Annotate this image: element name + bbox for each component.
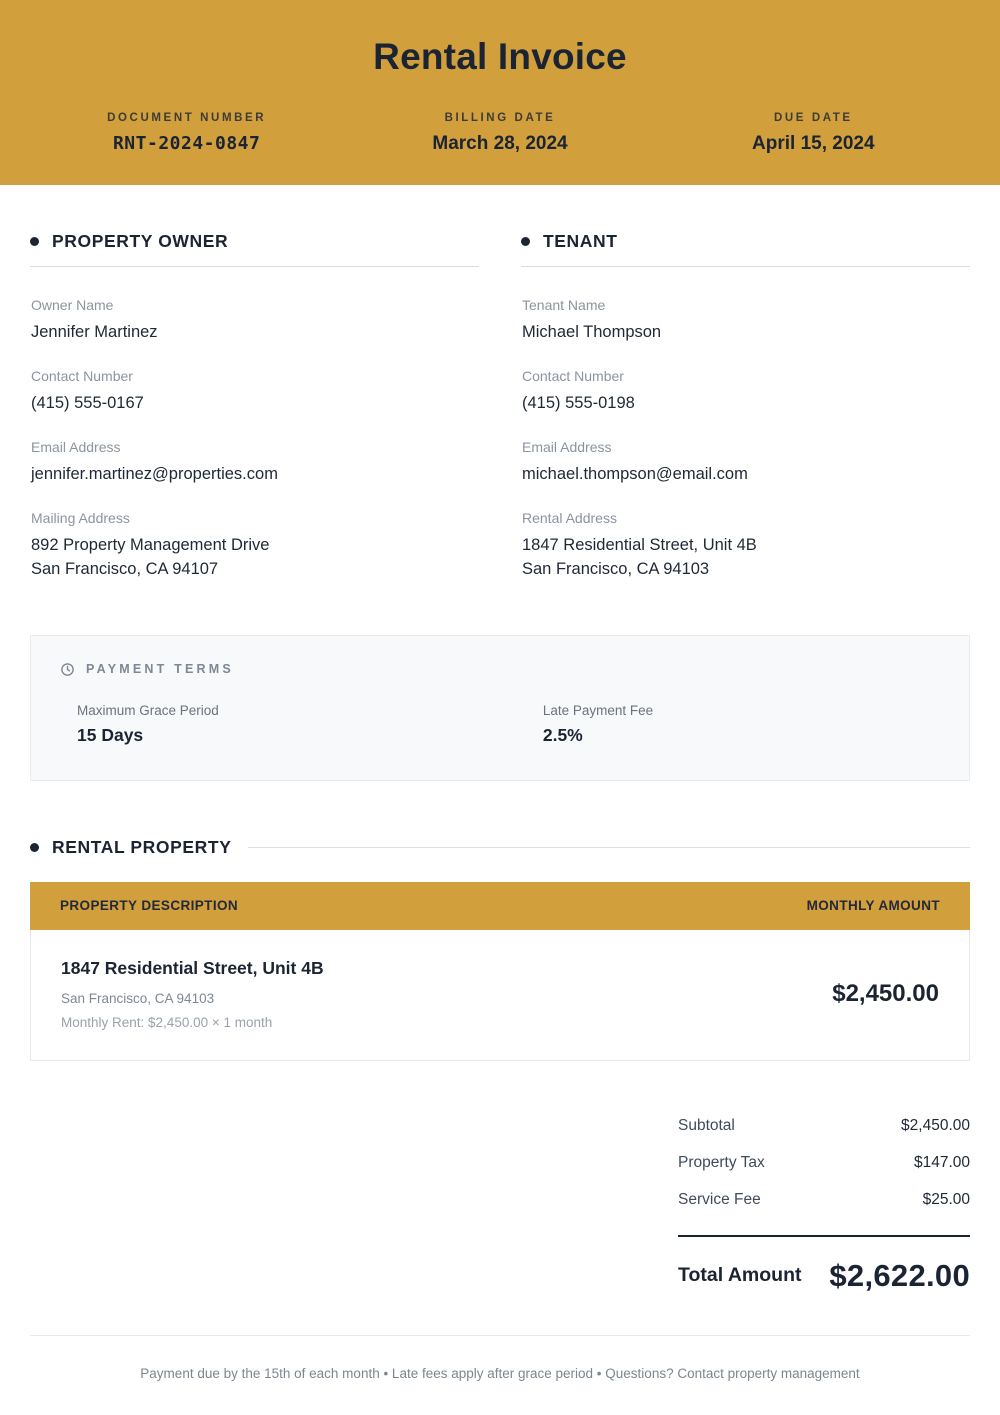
late-fee-value: 2.5% <box>542 724 583 745</box>
owner-name-field <box>31 297 479 345</box>
field-label: Email Address <box>522 438 612 455</box>
property-tax-row <box>678 1154 970 1172</box>
property-table-header <box>30 882 970 930</box>
rental-property-title: RENTAL PROPERTY <box>52 836 232 857</box>
invoice-header <box>0 0 1000 185</box>
field-value: jennifer.martinez@properties.com <box>31 464 278 483</box>
table-row <box>30 930 970 1061</box>
payment-terms-heading <box>60 662 924 677</box>
bullet-icon <box>30 237 39 246</box>
page-title: Rental Invoice <box>373 36 627 77</box>
subtotal-label: Subtotal <box>678 1116 735 1134</box>
tenant-heading <box>521 231 970 267</box>
tenant-email-field <box>522 439 970 487</box>
field-value: Jennifer Martinez <box>31 323 158 341</box>
field-label: Owner Name <box>31 297 114 313</box>
property-owner-column <box>30 231 479 605</box>
column-header-amount: MONTHLY AMOUNT <box>806 898 940 914</box>
rental-property-heading <box>30 837 970 858</box>
total-amount-row <box>678 1258 970 1294</box>
billing-date-block <box>343 112 656 155</box>
field-label: Contact Number <box>522 367 624 384</box>
grace-period-label: Maximum Grace Period <box>77 702 219 718</box>
header-meta-row <box>30 112 970 155</box>
grace-period-item <box>77 703 543 746</box>
field-value-line: 892 Property Management Drive <box>31 535 270 554</box>
subtotal-row <box>678 1117 970 1135</box>
field-label: Contact Number <box>31 367 133 384</box>
clock-icon <box>60 662 75 677</box>
total-amount-value: $2,622.00 <box>829 1257 970 1293</box>
due-date-label: DUE DATE <box>773 112 853 124</box>
field-value-line: San Francisco, CA 94103 <box>522 559 710 578</box>
property-details <box>61 958 324 1030</box>
field-value-line: San Francisco, CA 94107 <box>31 559 219 578</box>
service-fee-row <box>678 1191 970 1209</box>
tenant-fields <box>521 297 970 582</box>
field-label: Email Address <box>31 438 121 455</box>
field-value: michael.thompson@email.com <box>522 464 748 483</box>
totals-divider <box>678 1235 970 1237</box>
footer-divider <box>30 1335 970 1336</box>
document-number-value: RNT-2024-0847 <box>112 133 261 154</box>
parties-section <box>30 231 970 605</box>
tenant-rental-address-field <box>522 510 970 582</box>
property-rent-detail: Monthly Rent: $2,450.00 × 1 month <box>61 1014 273 1030</box>
field-value: (415) 555-0167 <box>31 393 144 412</box>
payment-terms-items <box>60 703 924 746</box>
bullet-icon <box>30 843 39 852</box>
property-tax-label: Property Tax <box>678 1153 765 1171</box>
footer-note: Payment due by the 15th of each month • Late fees apply after grace period • Questions? Contact property management <box>140 1366 860 1381</box>
due-date-value: April 15, 2024 <box>752 133 875 154</box>
due-date-block <box>657 112 970 155</box>
field-label: Tenant Name <box>522 297 606 313</box>
property-city: San Francisco, CA 94103 <box>61 990 215 1006</box>
owner-contact-field <box>31 368 479 416</box>
property-monthly-amount: $2,450.00 <box>832 979 939 1007</box>
tenant-contact-field <box>522 368 970 416</box>
property-table <box>30 882 970 1061</box>
late-fee-label: Late Payment Fee <box>542 702 654 718</box>
tenant-name-field <box>522 297 970 345</box>
service-fee-label: Service Fee <box>678 1190 761 1208</box>
field-label: Rental Address <box>522 509 617 526</box>
totals-section <box>678 1117 970 1294</box>
tenant-column <box>521 231 970 605</box>
property-tax-value: $147.00 <box>913 1153 970 1171</box>
heading-rule <box>248 847 970 848</box>
rental-property-section <box>30 837 970 1061</box>
property-owner-heading <box>30 231 479 267</box>
column-header-description: PROPERTY DESCRIPTION <box>60 898 239 914</box>
owner-mailing-address-field <box>31 510 479 582</box>
payment-terms-title: PAYMENT TERMS <box>86 662 234 677</box>
owner-email-field <box>31 439 479 487</box>
tenant-title: TENANT <box>543 231 618 251</box>
owner-fields <box>30 297 479 582</box>
subtotal-value: $2,450.00 <box>901 1116 970 1134</box>
late-fee-item <box>543 703 924 746</box>
document-number-label: DOCUMENT NUMBER <box>107 112 267 124</box>
payment-terms-panel <box>30 635 970 781</box>
service-fee-value: $25.00 <box>922 1190 970 1208</box>
property-address: 1847 Residential Street, Unit 4B <box>61 957 324 978</box>
property-owner-title: PROPERTY OWNER <box>52 231 229 251</box>
billing-date-value: March 28, 2024 <box>432 133 568 154</box>
grace-period-value: 15 Days <box>77 724 144 745</box>
bullet-icon <box>521 237 530 246</box>
field-value: Michael Thompson <box>522 323 662 341</box>
document-number-block <box>30 112 343 155</box>
field-value-line: 1847 Residential Street, Unit 4B <box>522 535 757 554</box>
billing-date-label: BILLING DATE <box>444 112 556 124</box>
field-label: Mailing Address <box>31 509 130 526</box>
field-value: (415) 555-0198 <box>522 393 635 412</box>
total-amount-label: Total Amount <box>678 1264 802 1287</box>
